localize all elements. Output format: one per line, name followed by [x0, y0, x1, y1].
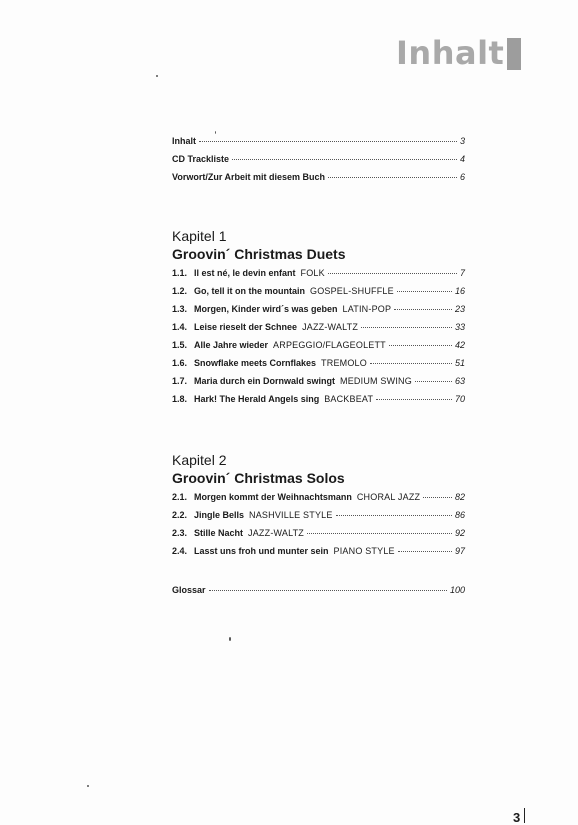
- toc-entry-number: 1.3.: [172, 304, 188, 314]
- toc-entry-style: TREMOLO: [321, 358, 367, 368]
- toc-entry-number: 2.1.: [172, 492, 188, 502]
- toc-entry-page: 23: [454, 304, 465, 314]
- chapter-2-number: Kapitel 2: [172, 452, 227, 468]
- scan-speck: [215, 131, 216, 134]
- toc-entry-page: 82: [454, 492, 465, 502]
- toc-entry-label: Lasst uns froh und munter sein: [194, 546, 329, 556]
- scan-speck: [156, 75, 158, 77]
- toc-entry-label: Alle Jahre wieder: [194, 340, 269, 350]
- toc-entry-page: 7: [459, 268, 465, 278]
- chapter-2-title: Groovin´ Christmas Solos: [172, 470, 345, 486]
- toc-entry-number: 2.2.: [172, 510, 188, 520]
- toc-entry-label: Vorwort/Zur Arbeit mit diesem Buch: [172, 172, 326, 182]
- toc-entry-page: 100: [449, 585, 465, 595]
- toc-entry-style: LATIN-POP: [342, 304, 392, 314]
- toc-entry-style: JAZZ-WALTZ: [248, 528, 305, 538]
- toc-entry-page: 70: [454, 394, 465, 404]
- toc-entry-label: Il est né, le devin enfant: [194, 268, 296, 278]
- toc-entry-style: PIANO STYLE: [333, 546, 395, 556]
- scan-speck: [87, 785, 89, 787]
- toc-entry-style: NASHVILLE STYLE: [249, 510, 333, 520]
- page-title: Inhalt: [396, 34, 505, 72]
- toc-entry-page: 42: [454, 340, 465, 350]
- toc-entry-style: BACKBEAT: [324, 394, 374, 404]
- chapter-1-number: Kapitel 1: [172, 228, 227, 244]
- chapter-1-title: Groovin´ Christmas Duets: [172, 246, 346, 262]
- page-number: 3: [513, 810, 521, 825]
- toc-entry-page: 86: [454, 510, 465, 520]
- toc-entry-page: 33: [454, 322, 465, 332]
- title-accent-bar: [507, 38, 521, 70]
- glossary-entry: [172, 585, 465, 603]
- toc-entry-label: Glossar: [172, 585, 206, 595]
- toc-entry-page: 51: [454, 358, 465, 368]
- toc-entry-label: Morgen, Kinder wird´s was geben: [194, 304, 338, 314]
- page-number-divider: [524, 808, 525, 823]
- toc-entry-number: 1.6.: [172, 358, 188, 368]
- toc-entry-style: ARPEGGIO/FLAGEOLETT: [273, 340, 386, 350]
- toc-entry-label: Inhalt: [172, 136, 196, 146]
- toc-entry-label: Stille Nacht: [194, 528, 244, 538]
- toc-entry-page: 92: [454, 528, 465, 538]
- chapter-1-section: [172, 228, 465, 412]
- toc-entry-label: Morgen kommt der Weihnachtsmann: [194, 492, 352, 502]
- front-matter-list: [172, 136, 465, 190]
- toc-entry-style: MEDIUM SWING: [340, 376, 412, 386]
- toc-entry-style: JAZZ-WALTZ: [302, 322, 359, 332]
- toc-entry-style: GOSPEL-SHUFFLE: [310, 286, 394, 296]
- toc-entry-label: Go, tell it on the mountain: [194, 286, 305, 296]
- toc-entry-page: 6: [459, 172, 465, 182]
- toc-entry-label: Jingle Bells: [194, 510, 245, 520]
- toc-entry-label: Leise rieselt der Schnee: [194, 322, 298, 332]
- toc-entry-page: 16: [454, 286, 465, 296]
- toc-entry-page: 63: [454, 376, 465, 386]
- toc-entry-page: 97: [454, 546, 465, 556]
- toc-entry-label: Hark! The Herald Angels sing: [194, 394, 320, 404]
- toc-entry-number: 1.1.: [172, 268, 188, 278]
- toc-entry-style: FOLK: [300, 268, 325, 278]
- toc-entry-number: 2.4.: [172, 546, 188, 556]
- toc-entry-number: 2.3.: [172, 528, 188, 538]
- toc-entry-number: 1.7.: [172, 376, 188, 386]
- toc-entry-number: 1.4.: [172, 322, 188, 332]
- toc-entry-style: CHORAL JAZZ: [356, 492, 421, 502]
- chapter-2-section: [172, 452, 465, 564]
- toc-entry-number: 1.2.: [172, 286, 188, 296]
- toc-entry-number: 1.5.: [172, 340, 188, 350]
- toc-entry-page: 3: [459, 136, 465, 146]
- toc-entry-page: 4: [459, 154, 465, 164]
- toc-entry-number: 1.8.: [172, 394, 188, 404]
- toc-entry-label: Snowflake meets Cornflakes: [194, 358, 317, 368]
- toc-entry-label: Maria durch ein Dornwald swingt: [194, 376, 336, 386]
- toc-entry-label: CD Trackliste: [172, 154, 230, 164]
- scan-speck: [229, 637, 231, 641]
